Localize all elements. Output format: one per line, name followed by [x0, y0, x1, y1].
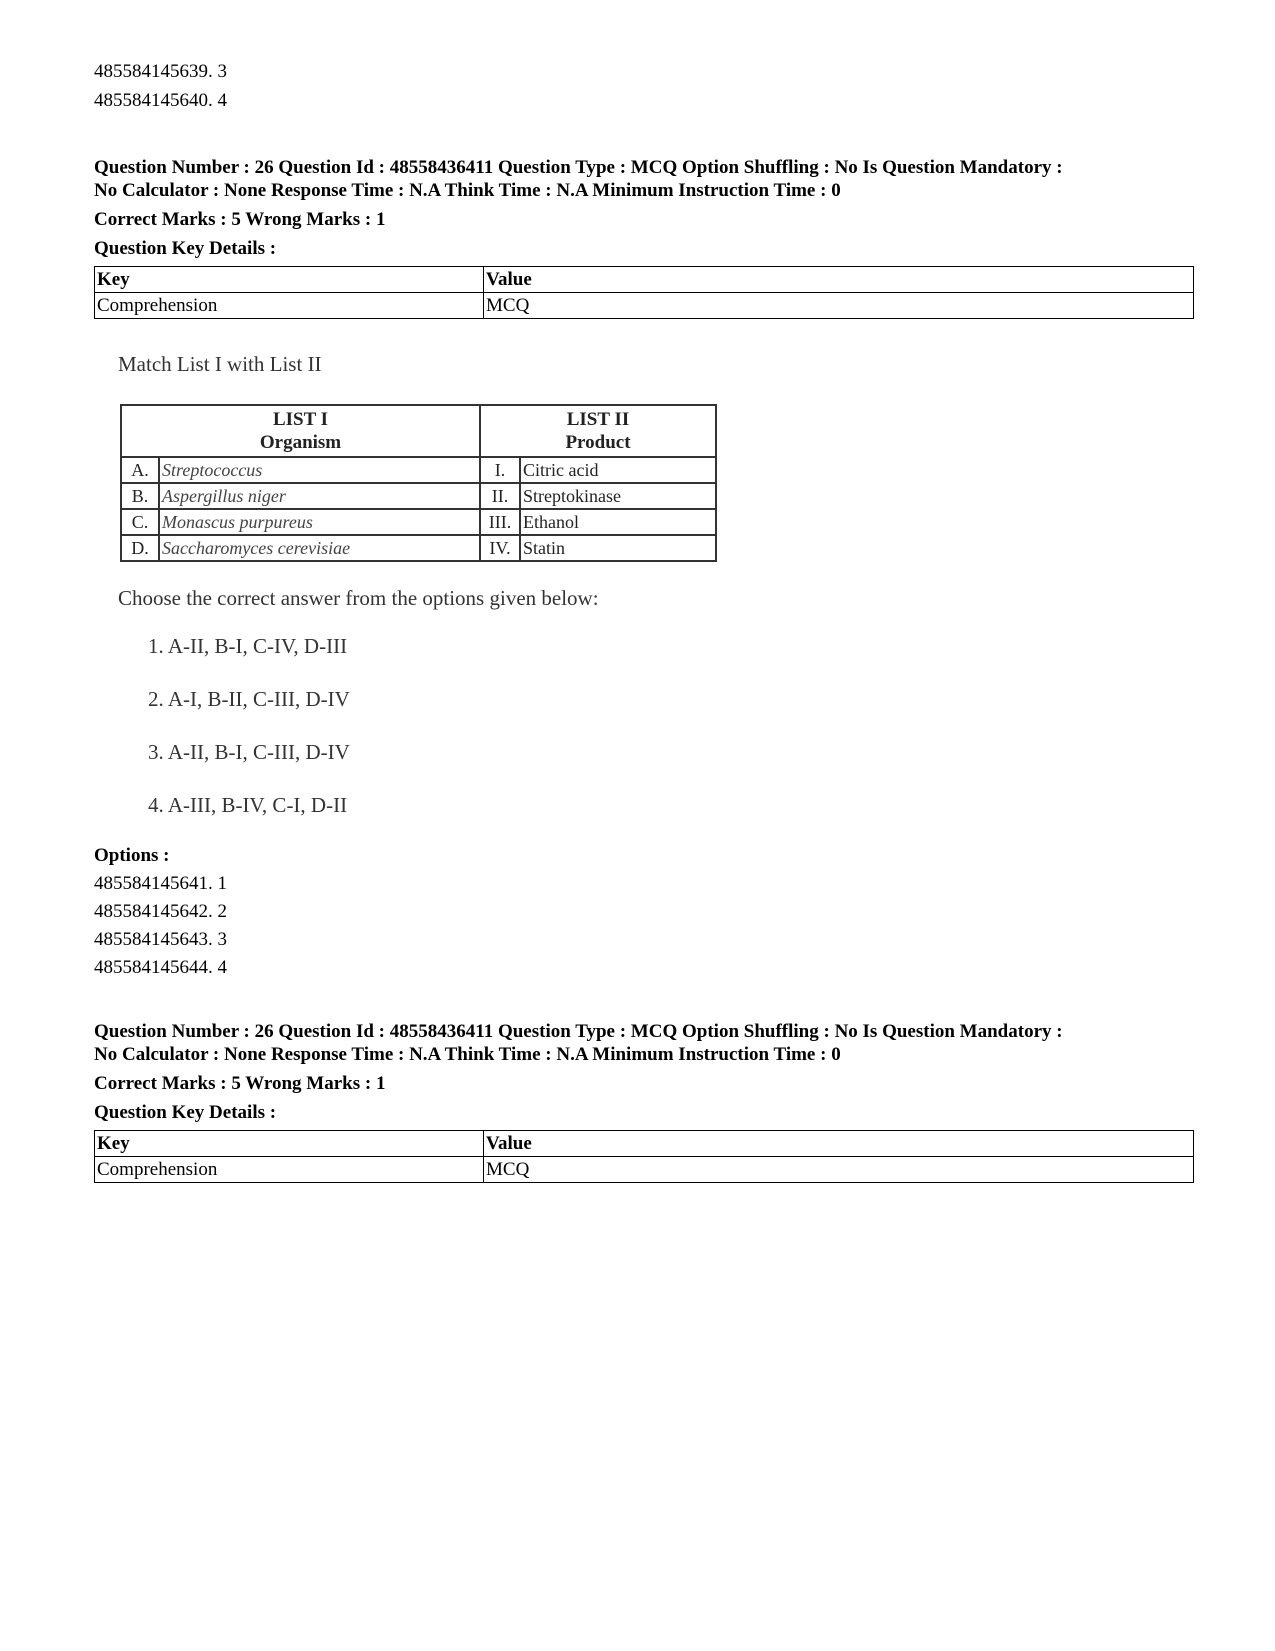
row-organism: Monascus purpureus: [159, 509, 480, 535]
key-details-table: [94, 266, 1194, 319]
marks-line: Correct Marks : 5 Wrong Marks : 1: [94, 1073, 386, 1094]
row-organism: Streptococcus: [159, 457, 480, 483]
row-product: Citric acid: [520, 457, 716, 483]
row-letter: A.: [121, 457, 159, 483]
key-cell: Comprehension: [95, 1157, 484, 1183]
list1-title: LIST I: [272, 409, 329, 430]
value-cell: MCQ: [484, 293, 1194, 319]
question-header-line2: No Calculator : None Response Time : N.A Think Time : N.A Minimum Instruction Time : 0: [94, 1044, 841, 1065]
option-2: 485584145642. 2: [94, 901, 227, 922]
marks-line: Correct Marks : 5 Wrong Marks : 1: [94, 209, 386, 230]
answer-choice-2: 2. A-I, B-II, C-III, D-IV: [148, 687, 350, 711]
row-organism: Aspergillus niger: [159, 483, 480, 509]
prev-option-3: 485584145639. 3: [94, 61, 227, 82]
list1-header: [121, 405, 480, 457]
question-image: [118, 344, 738, 834]
table-row: [95, 1157, 1194, 1183]
match-row: [121, 535, 716, 561]
key-header: Key: [95, 267, 484, 293]
question-header: [94, 156, 1204, 202]
row-roman: IV.: [480, 535, 520, 561]
question-header-line1: Question Number : 26 Question Id : 48558436411 Question Type : MCQ Option Shuffling : No Is Question Mandatory :: [94, 1021, 1063, 1042]
option-4: 485584145644. 4: [94, 957, 227, 978]
row-product: Ethanol: [520, 509, 716, 535]
list1-subtitle: Organism: [259, 432, 342, 453]
choose-instruction: Choose the correct answer from the options given below:: [118, 586, 599, 610]
value-header: Value: [484, 267, 1194, 293]
row-letter: C.: [121, 509, 159, 535]
prev-option-4: 485584145640. 4: [94, 90, 227, 111]
list2-subtitle: Product: [565, 432, 631, 453]
key-cell: Comprehension: [95, 293, 484, 319]
match-row: [121, 509, 716, 535]
row-product: Streptokinase: [520, 483, 716, 509]
match-instruction: Match List I with List II: [118, 352, 322, 376]
value-header: Value: [484, 1131, 1194, 1157]
row-organism: Saccharomyces cerevisiae: [159, 535, 480, 561]
row-letter: D.: [121, 535, 159, 561]
list2-header: [480, 405, 716, 457]
table-header-row: [95, 267, 1194, 293]
option-3: 485584145643. 3: [94, 929, 227, 950]
match-table: [120, 404, 717, 562]
table-header-row: [95, 1131, 1194, 1157]
row-product: Statin: [520, 535, 716, 561]
question-header: [94, 1020, 1204, 1066]
answer-choice-1: 1. A-II, B-I, C-IV, D-III: [148, 634, 348, 658]
key-header: Key: [95, 1131, 484, 1157]
row-roman: III.: [480, 509, 520, 535]
list2-title: LIST II: [566, 409, 630, 430]
match-row: [121, 483, 716, 509]
row-roman: I.: [480, 457, 520, 483]
match-row: [121, 457, 716, 483]
key-details-label: Question Key Details :: [94, 1102, 277, 1123]
row-letter: B.: [121, 483, 159, 509]
row-roman: II.: [480, 483, 520, 509]
answer-choice-4: 4. A-III, B-IV, C-I, D-II: [148, 793, 348, 817]
match-table-header: [121, 405, 716, 457]
table-row: [95, 293, 1194, 319]
option-1: 485584145641. 1: [94, 873, 227, 894]
question-header-line1: Question Number : 26 Question Id : 48558436411 Question Type : MCQ Option Shuffling : No Is Question Mandatory :: [94, 157, 1063, 178]
value-cell: MCQ: [484, 1157, 1194, 1183]
key-details-table: [94, 1130, 1194, 1183]
question-header-line2: No Calculator : None Response Time : N.A Think Time : N.A Minimum Instruction Time : 0: [94, 180, 841, 201]
key-details-label: Question Key Details :: [94, 238, 277, 259]
options-label: Options :: [94, 845, 170, 866]
answer-choice-3: 3. A-II, B-I, C-III, D-IV: [148, 740, 350, 764]
